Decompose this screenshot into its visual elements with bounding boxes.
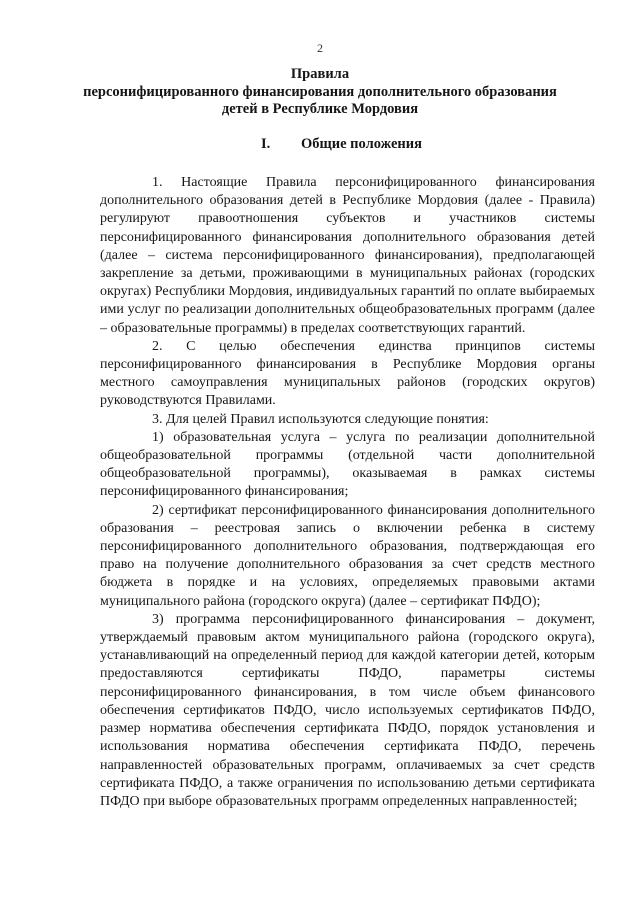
- title-line: детей в Республике Мордовия: [221, 101, 419, 117]
- section-heading: [261, 136, 481, 153]
- title-line: персонифицированного финансирования дополнительного образования: [83, 83, 557, 100]
- list-item: 2) сертификат персонифицированного финансирования дополнительного образования – реестровая запись о включении ребенка в систему персонифицированного дополнительного образования, подтверждающая его право на получение дополнительного образования за счет средств местного бюджета в порядке и на условиях, определяемых правовыми актами муниципального района (городского округа) (далее – сертификат ПФДО);: [100, 502, 595, 609]
- page-number: 2: [317, 41, 323, 55]
- title-line: Правила: [290, 66, 350, 82]
- section-number: I.: [261, 136, 271, 152]
- document-title: [80, 66, 560, 119]
- paragraph: 2. С целью обеспечения единства принципов системы персонифицированного финансирования в Республике Мордовия органы местного самоуправления муниципальных районов (городских округов) руководствуются Правилами.: [100, 338, 595, 409]
- paragraph: 3. Для целей Правил используются следующие понятия:: [152, 411, 489, 427]
- section-title: Общие положения: [301, 136, 422, 152]
- paragraph: 1. Настоящие Правила персонифицированного финансирования дополнительного образования детей в Республике Мордовия (далее - Правила) регулируют правоотношения субъектов и участников системы персонифицированного финансирования дополнительного образования детей (далее – система персонифицированного финансирования), предполагающей закрепление за детьми, проживающими в муниципальных районах (городских округах) Республики Мордовия, индивидуальных гарантий по оплате выбираемых ими услуг по реализации дополнительных общеобразовательных программ (далее – образовательные программы) в пределах соответствующих гарантий.: [100, 175, 595, 336]
- document-body: [100, 174, 595, 811]
- list-item: 1) образовательная услуга – услуга по реализации дополнительной общеобразовательной программы (отдельной части дополнительной общеобразовательной программы), оказываемая в рамках системы персонифицированного финансирования;: [100, 429, 595, 500]
- list-item: 3) программа персонифицированного финансирования – документ, утверждаемый правовым актом муниципального района (городского округа), устанавливающий на определенный период для каждой категории детей, которым предоставляются сертификаты ПФДО, параметры системы персонифицированного финансирования, в том числе объем финансового обеспечения сертификатов ПФДО, число используемых сертификатов ПФДО, размер норматива обеспечения сертификата ПФДО, порядок установления и использования норматива обеспечения сертификата ПФДО, перечень направленностей образовательных программ, оплачиваемых за счет средств сертификата ПФДО, а также ограничения по использованию детьми сертификата ПФДО при выборе образовательных программ определенных направленностей;: [100, 611, 595, 809]
